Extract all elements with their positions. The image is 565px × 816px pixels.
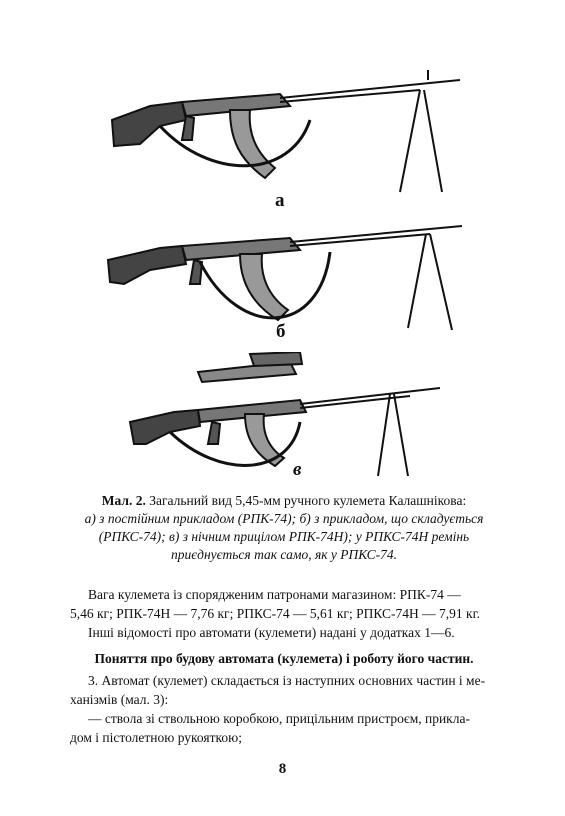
body-paragraph <box>70 671 498 747</box>
caption-text: Загальний вид 5,45-мм ручного кулемета Калашнікова: <box>145 493 467 508</box>
body-line-2: ханізмів (мал. 3): <box>70 692 169 707</box>
figure-c-label: в <box>293 459 302 480</box>
figure-a-drawing <box>90 60 480 200</box>
weights-line-3: Інші відомості про автомати (кулемети) надані у додатках 1—6. <box>88 625 455 640</box>
caption-line-4: приєднується так само, як у РПКС-74. <box>171 547 397 562</box>
page-number: 8 <box>278 761 287 777</box>
weights-paragraph <box>70 585 498 642</box>
weights-line-2: 5,46 кг; РПК-74Н — 7,76 кг; РПКС-74 — 5,61 кг; РПКС-74Н — 7,91 кг. <box>70 606 480 621</box>
figure-caption <box>70 492 498 564</box>
weights-line-1: Вага кулемета із спорядженим патронами магазином: РПК-74 — <box>88 587 461 602</box>
caption-line-2: а) з постійним прикладом (РПК-74); б) з прикладом, що складується <box>84 511 484 526</box>
caption-line-3: (РПКС-74); в) з нічним прицілом РПК-74Н); у РПКС-74Н ремінь <box>98 529 470 544</box>
figure-a-label: а <box>275 190 285 211</box>
body-line-1: 3. Автомат (кулемет) складається із наступних основних частин і ме- <box>88 673 486 688</box>
figure-b-label: б <box>276 321 286 342</box>
figure-c-drawing <box>90 352 480 482</box>
body-line-3: — ствола зі ствольною коробкою, прицільним пристроєм, прикла- <box>88 711 470 726</box>
body-line-4: дом і пістолетною рукояткою; <box>70 730 242 745</box>
caption-title: Мал. 2. <box>101 493 146 508</box>
section-heading: Поняття про будову автомата (кулемета) і роботу його частин. <box>94 651 474 666</box>
